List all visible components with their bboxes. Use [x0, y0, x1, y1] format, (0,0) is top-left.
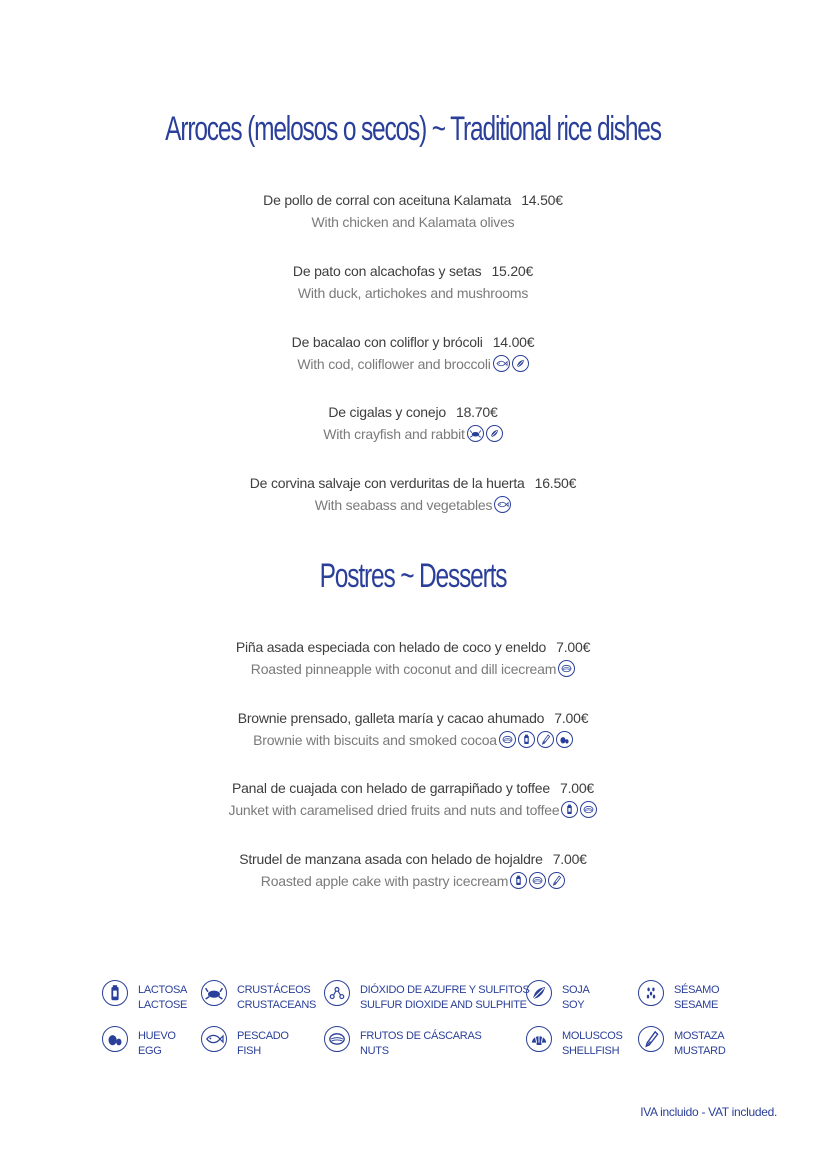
dish-name-en: Brownie with biscuits and smoked cocoa — [253, 732, 497, 748]
dish-name-en: With crayfish and rabbit — [323, 426, 465, 442]
legend-item-sesame — [638, 980, 719, 1013]
dish-name-es: Brownie prensado, galleta maría y cacao ahumado — [237, 710, 545, 726]
legend-label-es: CRUSTÁCEOS — [237, 984, 311, 996]
allergen-icons — [559, 802, 597, 818]
legend-label-es: MOSTAZA — [674, 1030, 725, 1042]
dish-name-es: Strudel de manzana asada con helado de hojaldre — [239, 851, 543, 867]
legend-item-fish — [201, 1026, 289, 1059]
dish — [0, 707, 826, 751]
fish-icon — [494, 496, 511, 513]
lactose-icon — [510, 872, 527, 889]
lactose-icon — [518, 731, 535, 748]
legend-item-lactose — [102, 980, 187, 1013]
dish — [0, 260, 826, 304]
legend-label-es: PESCADO — [237, 1030, 289, 1042]
nuts-icon — [558, 660, 575, 677]
dish-name-es: De pato con alcachofas y setas — [292, 263, 482, 279]
crustacean-icon — [467, 425, 484, 442]
legend-label-en: MUSTARD — [674, 1045, 726, 1057]
mustard-icon — [638, 1026, 664, 1052]
legend-label-en: SULFUR DIOXIDE AND SULPHITE — [360, 999, 527, 1011]
dish — [0, 777, 826, 821]
dish-name-en: Junket with caramelised dried fruits and nuts and toffee — [228, 802, 560, 818]
legend-label-es: MOLUSCOS — [562, 1030, 623, 1042]
dish-price: 14.50€ — [521, 192, 563, 208]
dish-name-es: De cigalas y conejo — [328, 404, 446, 420]
desserts-section-title: Postres ~ Desserts — [319, 557, 507, 595]
legend-item-soy — [526, 980, 590, 1013]
sesame-icon — [638, 980, 664, 1006]
rice-section-title: Arroces (melosos o secos) ~ Traditional rice dishes — [165, 110, 661, 148]
dish-price: 16.50€ — [534, 475, 577, 491]
legend-item-shellfish — [526, 1026, 623, 1059]
egg-icon — [102, 1026, 128, 1052]
allergen-icons — [465, 426, 503, 442]
legend-label-en: NUTS — [360, 1045, 389, 1057]
dish-name-en: Roasted apple cake with pastry icecream — [260, 873, 509, 889]
legend-label-es: HUEVO — [138, 1030, 176, 1042]
dish-price: 15.20€ — [491, 263, 534, 279]
legend-item-nuts — [324, 1026, 482, 1059]
soy-icon — [486, 425, 503, 442]
dish — [0, 472, 826, 516]
legend-label-es: FRUTOS DE CÁSCARAS — [360, 1030, 482, 1042]
dish-price: 18.70€ — [455, 404, 498, 420]
legend-label-en: LACTOSE — [138, 999, 188, 1011]
legend-label-en: SOY — [562, 999, 585, 1011]
dish-price: 7.00€ — [552, 851, 587, 867]
nuts-icon — [580, 801, 597, 818]
mustard-icon — [537, 731, 554, 748]
nuts-icon — [499, 731, 516, 748]
lactose-icon — [102, 980, 128, 1006]
legend-item-egg — [102, 1026, 176, 1059]
allergen-icons — [497, 732, 573, 748]
allergen-icons — [492, 497, 511, 513]
dish-price: 7.00€ — [559, 780, 595, 796]
legend-label-es: SOJA — [562, 984, 590, 996]
dish — [0, 189, 826, 233]
legend-item-mustard — [638, 1026, 725, 1059]
shellfish-icon — [526, 1026, 552, 1052]
dish-name-es: De bacalao con coliflor y brócoli — [291, 334, 483, 350]
allergen-legend — [0, 980, 826, 1070]
dish-name-es: Piña asada especiada con helado de coco y eneldo — [235, 639, 547, 655]
dish — [0, 636, 826, 680]
allergen-icons — [491, 356, 529, 372]
soy-icon — [512, 355, 529, 372]
legend-label-es: LACTOSA — [138, 984, 188, 996]
legend-label-es: SÉSAMO — [674, 984, 720, 996]
dish-name-en: Roasted pinneapple with coconut and dill icecream — [250, 661, 557, 677]
fish-icon — [493, 355, 510, 372]
dish-name-es: De corvina salvaje con verduritas de la huerta — [249, 475, 525, 491]
soy-icon — [526, 980, 552, 1006]
dish — [0, 331, 826, 375]
legend-label-en: SESAME — [674, 999, 719, 1011]
crustacean-icon — [201, 980, 227, 1006]
egg-icon — [556, 731, 573, 748]
dish — [0, 848, 826, 892]
dish-name-en: With chicken and Kalamata olives — [311, 214, 515, 230]
legend-item-crustaceans — [201, 980, 316, 1013]
dish-name-en: With seabass and vegetables — [314, 497, 493, 513]
legend-label-en: FISH — [237, 1045, 261, 1057]
legend-label-en: CRUSTACEANS — [237, 999, 317, 1011]
dish-name-en: With duck, artichokes and mushrooms — [297, 285, 529, 301]
allergen-icons — [556, 661, 575, 677]
lactose-icon — [561, 801, 578, 818]
fish-icon — [201, 1026, 227, 1052]
dish-name-en: With cod, coliflower and broccoli — [297, 356, 491, 372]
nuts-icon — [324, 1026, 350, 1052]
allergen-icons — [508, 873, 565, 889]
nuts-icon — [529, 872, 546, 889]
mustard-icon — [548, 872, 565, 889]
legend-item-sulphite — [324, 980, 529, 1013]
dish-price: 7.00€ — [554, 710, 589, 726]
legend-label-en: EGG — [138, 1045, 162, 1057]
dish-name-es: Panal de cuajada con helado de garrapiñado y toffee — [231, 780, 550, 796]
dish-price: 14.00€ — [492, 334, 535, 350]
sulphite-icon — [324, 980, 350, 1006]
legend-label-es: DIÓXIDO DE AZUFRE Y SULFITOS — [360, 984, 530, 996]
dish-name-es: De pollo de corral con aceituna Kalamata — [263, 192, 512, 208]
dish — [0, 401, 826, 445]
legend-label-en: SHELLFISH — [562, 1045, 620, 1057]
vat-note: IVA incluido - VAT included. — [640, 1105, 777, 1119]
dish-price: 7.00€ — [556, 639, 591, 655]
